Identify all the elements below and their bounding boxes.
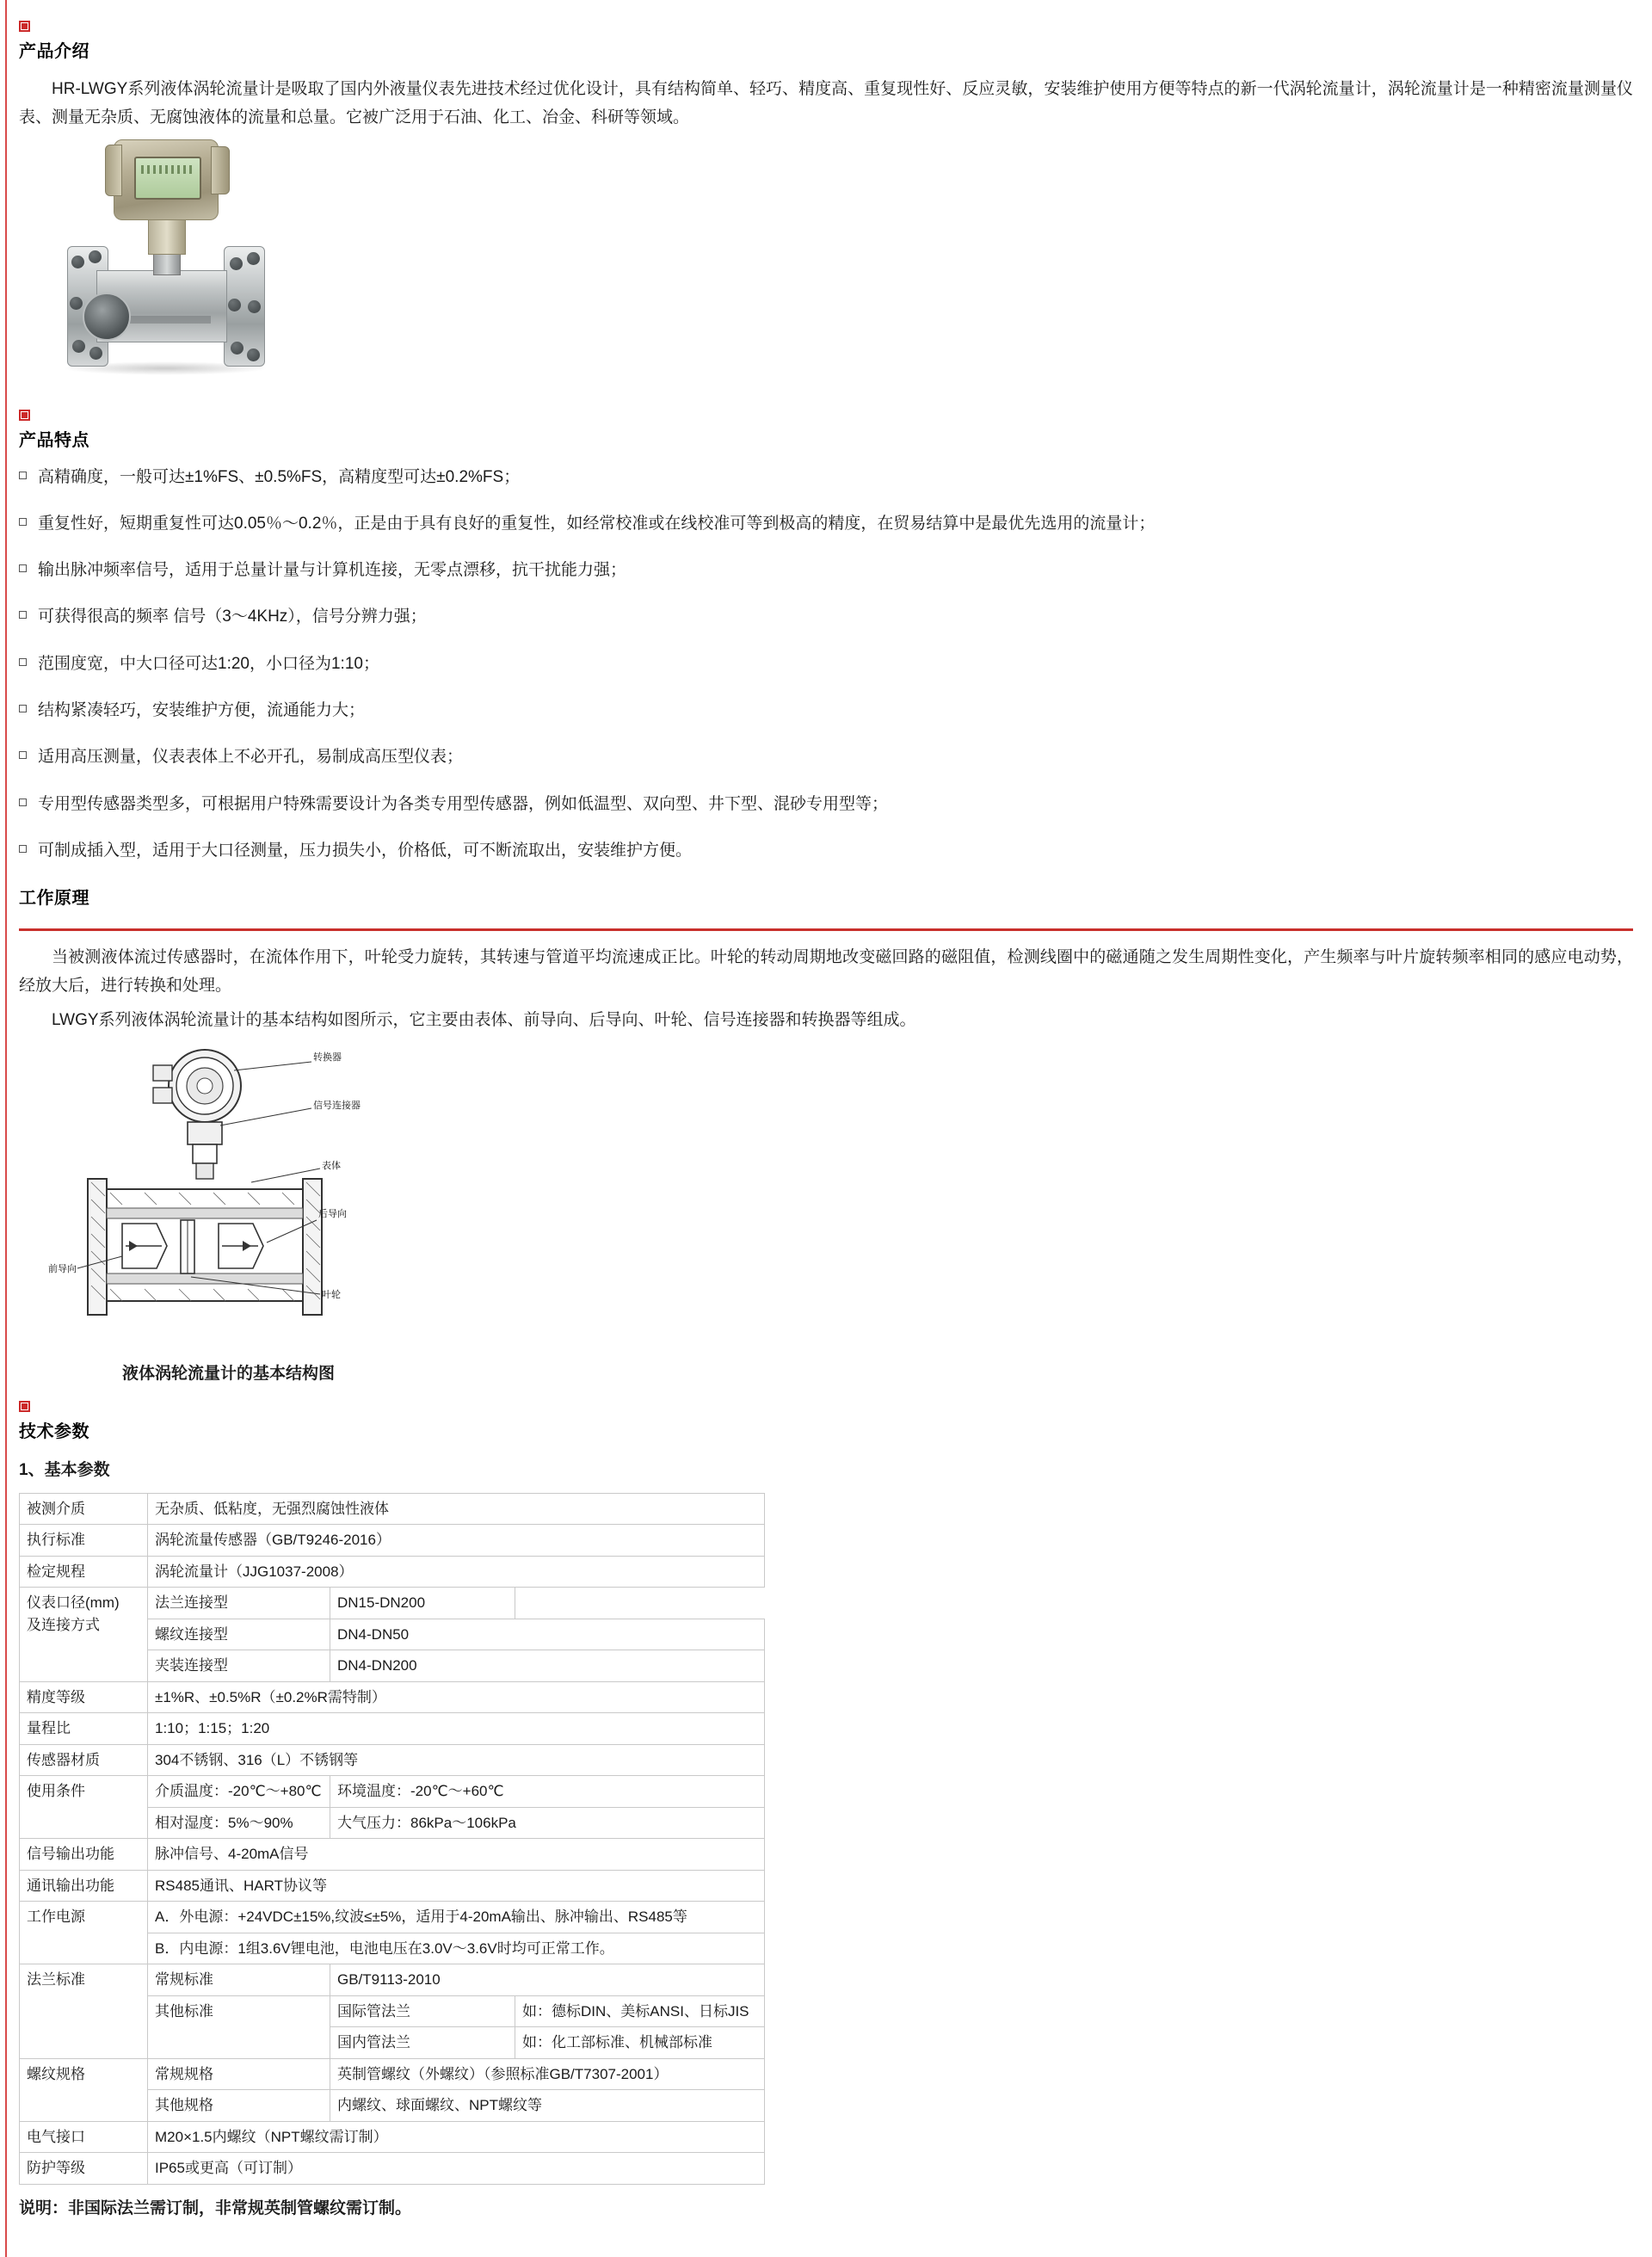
flange-standard-value: GB/T9113-2010 [330,1964,765,1996]
page-title-principle: 工作原理 [19,889,89,909]
row-label: 传感器材质 [20,1744,148,1776]
condition-pressure: 大气压力：86kPa～106kPa [330,1807,765,1839]
page-title-tech: 技术参数 [19,1421,89,1441]
row-label: 执行标准 [20,1525,148,1557]
condition-medium-temp: 介质温度：-20℃～+80℃ [148,1776,330,1808]
table-row [20,1870,765,1902]
row-label: 防护等级 [20,2153,148,2185]
label-body: 表体 [322,1160,341,1171]
row-value: 无杂质、低粘度，无强烈腐蚀性液体 [148,1493,765,1525]
section-marker-icon [19,21,30,32]
thread-other-value: 内螺纹、球面螺纹、NPT螺纹等 [330,2090,765,2122]
row-label: 通讯输出功能 [20,1870,148,1902]
meter-bore [83,293,131,341]
row-label-caliber: 仪表口径(mm) 及连接方式 [20,1588,148,1682]
row-label: 电气接口 [20,2121,148,2153]
features-list [19,464,1633,866]
principle-paragraph-2: LWGY系列液体涡轮流量计的基本结构如图所示，它主要由表体、前导向、后导向、叶轮、信号连接器和转换器等组成。 [52,1010,916,1029]
thread-standard-value: 英制管螺纹（外螺纹）（参照标准GB/T7307-2001） [330,2058,765,2090]
table-row [20,2121,765,2153]
row-value: M20×1.5内螺纹（NPT螺纹需订制） [148,2121,765,2153]
red-divider [19,928,1633,931]
table-note: 说明：非国际法兰需订制，非常规英制管螺纹需订制。 [19,2198,412,2217]
list-item: 高精确度，一般可达±1%FS、±0.5%FS，高精度型可达±0.2%FS； [19,464,1633,491]
row-label: 精度等级 [20,1681,148,1713]
flange-other-b: 如：化工部标准、机械部标准 [515,2027,765,2059]
section-marker-icon [19,1401,30,1412]
row-value: 涡轮流量传感器（GB/T9246-2016） [148,1525,765,1557]
list-item: 范围度宽，中大口径可达1:20，小口径为1:10； [19,651,1633,678]
lcd-display [134,157,201,200]
table-row [20,1839,765,1871]
page-title-intro: 产品介绍 [19,42,89,61]
row-value: 1:10；1:15；1:20 [148,1713,765,1745]
condition-ambient-temp: 环境温度：-20℃～+60℃ [330,1776,765,1808]
row-label: 检定规程 [20,1556,148,1588]
row-label-power: 工作电源 [20,1902,148,1964]
thread-other-label: 其他规格 [148,2090,330,2122]
page-title-features: 产品特点 [19,430,89,450]
label-connector: 信号连接器 [313,1100,361,1111]
table-row [20,1493,765,1525]
row-label-conditions: 使用条件 [20,1776,148,1839]
label-front-guide: 前导向 [48,1263,77,1274]
table-row-flange [20,1964,765,1996]
label-rotor: 叶轮 [322,1289,341,1300]
table-row-power [20,1902,765,1933]
thread-standard-label: 常规规格 [148,2058,330,2090]
table-row [20,1681,765,1713]
intro-paragraph: HR-LWGY系列液体涡轮流量计是吸取了国内外液量仪表先进技术经过优化设计，具有结构简单、轻巧、精度高、重复现性好、反应灵敏，安装维护使用方便等特点的新一代涡轮流量计，涡轮流量计是一种精密流量测量仪表、测量无杂质、无腐蚀液体的流量和总量。它被广泛用于石油、化工、冶金、科研等领域。 [19,80,1633,127]
list-item: 输出脉冲频率信号，适用于总量计量与计算机连接，无零点漂移，抗干扰能力强； [19,557,1633,584]
list-item: 结构紧凑轻巧，安装维护方便，流通能力大； [19,697,1633,725]
principle-paragraph-1: 当被测液体流过传感器时，在流体作用下，叶轮受力旋转，其转速与管道平均流速成正比。叶轮的转动周期地改变磁回路的磁阻值，检测线圈中的磁通随之发生周期性变化，产生频率与叶片旋转频率相同的感应电动势，经放大后，进行转换和处理。 [19,948,1633,996]
row-value: 涡轮流量计（JJG1037-2008） [148,1556,765,1588]
list-item: 专用型传感器类型多，可根据用户特殊需要设计为各类专用型传感器，例如低温型、双向型、井下型、混砂专用型等； [19,791,1633,818]
row-label: 量程比 [20,1713,148,1745]
structure-diagram-svg [36,1043,398,1346]
table-row [20,1713,765,1745]
table-row [20,1556,765,1588]
row-label: 被测介质 [20,1493,148,1525]
spec-table [19,1493,765,2185]
product-photo [45,139,1633,398]
structure-diagram [36,1043,1633,1389]
row-label-flange: 法兰标准 [20,1964,148,2059]
list-item: 可获得很高的频率 信号（3～4KHz），信号分辨力强； [19,603,1633,631]
empty-cell [515,1588,765,1619]
diagram-caption: 液体涡轮流量计的基本结构图 [122,1365,336,1384]
turbine-flowmeter-image [45,139,294,398]
power-external: A．外电源：+24VDC±15%,纹波≤±5%，适用于4-20mA输出、脉冲输出、RS485等 [148,1902,765,1933]
caliber-type: 螺纹连接型 [148,1619,330,1650]
flange-right [224,246,265,367]
table-row [20,1744,765,1776]
caliber-type: 夹装连接型 [148,1650,330,1682]
caliber-value: DN4-DN200 [330,1650,765,1682]
caliber-type: 法兰连接型 [148,1588,330,1619]
row-value: 脉冲信号、4-20mA信号 [148,1839,765,1871]
left-red-rule [5,0,7,2257]
row-label-thread: 螺纹规格 [20,2058,148,2121]
table-row-thread [20,2058,765,2090]
label-converter: 转换器 [313,1051,342,1063]
label-rear-guide: 后导向 [318,1208,347,1219]
flange-other-label: 其他标准 [148,1995,330,2058]
condition-humidity: 相对湿度：5%～90% [148,1807,330,1839]
table-row [20,2153,765,2185]
row-value: RS485通讯、HART协议等 [148,1870,765,1902]
flange-other-a: 国际管法兰 [330,1995,515,2027]
section-marker-icon [19,410,30,421]
table-row-caliber [20,1588,765,1619]
list-item: 适用高压测量，仪表表体上不必开孔，易制成高压型仪表； [19,743,1633,771]
flange-other-b: 如：德标DIN、美标ANSI、日标JIS [515,1995,765,2027]
list-item: 可制成插入型，适用于大口径测量，压力损失小，价格低，可不断流取出，安装维护方便。 [19,837,1633,865]
table-row [20,1525,765,1557]
table-row-conditions [20,1776,765,1808]
row-value: IP65或更高（可订制） [148,2153,765,2185]
power-internal: B．内电源：1组3.6V锂电池，电池电压在3.0V～3.6V时均可正常工作。 [148,1933,765,1964]
row-value: 304不锈钢、316（L）不锈钢等 [148,1744,765,1776]
row-label: 信号输出功能 [20,1839,148,1871]
flange-other-a: 国内管法兰 [330,2027,515,2059]
caliber-value: DN4-DN50 [330,1619,765,1650]
flange-standard-label: 常规标准 [148,1964,330,1996]
tech-subtitle: 1、基本参数 [19,1460,110,1479]
list-item: 重复性好，短期重复性可达0.05％～0.2％，正是由于具有良好的重复性，如经常校准或在线校准可等到极高的精度，在贸易结算中是最优先选用的流量计； [19,510,1633,538]
row-value: ±1%R、±0.5%R（±0.2%R需特制） [148,1681,765,1713]
caliber-value: DN15-DN200 [330,1588,515,1619]
